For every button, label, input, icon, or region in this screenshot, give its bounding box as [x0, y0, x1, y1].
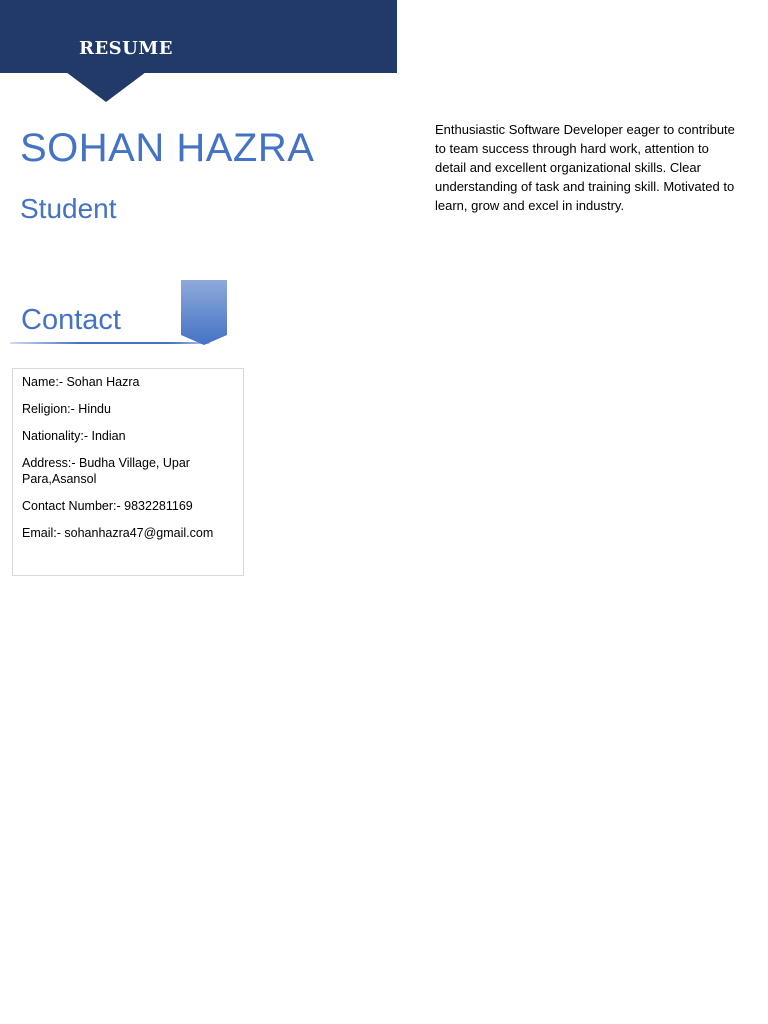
- contact-row-address: [22, 455, 234, 487]
- contact-value: 9832281169: [124, 499, 193, 513]
- contact-row-nationality: [22, 428, 234, 444]
- person-name: SOHAN HAZRA: [20, 126, 315, 170]
- contact-value: Indian: [91, 429, 126, 443]
- contact-label: Nationality:-: [22, 429, 88, 443]
- contact-heading: Contact: [21, 304, 121, 336]
- contact-row-religion: [22, 401, 234, 417]
- banner-pointer: [66, 72, 146, 102]
- header-banner: [0, 0, 397, 73]
- contact-value: Sohan Hazra: [66, 375, 140, 389]
- contact-label: Name:-: [22, 375, 63, 389]
- contact-row-name: [22, 374, 234, 390]
- contact-label: Email:-: [22, 526, 61, 540]
- contact-value: sohanhazra47@gmail.com: [64, 526, 214, 540]
- contact-label: Address:-: [22, 456, 76, 470]
- contact-value: Hindu: [78, 402, 111, 416]
- banner-title: RESUME: [78, 38, 174, 59]
- contact-row-phone: [22, 498, 234, 514]
- profile-summary: Enthusiastic Software Developer eager to contribute to team success through hard work, attention to detail and excellent organizational skills. Clear understanding of task and training skill. Motivated to learn, grow and excel in industry.: [435, 122, 735, 213]
- contact-label: Religion:-: [22, 402, 75, 416]
- contact-details-box: [12, 368, 244, 576]
- person-role: Student: [20, 193, 117, 224]
- contact-row-email: [22, 525, 234, 541]
- contact-label: Contact Number:-: [22, 499, 121, 513]
- contact-divider: [10, 342, 210, 344]
- contact-value: Budha Village, Upar Para,Asansol: [22, 456, 190, 486]
- bookmark-icon: [181, 280, 227, 345]
